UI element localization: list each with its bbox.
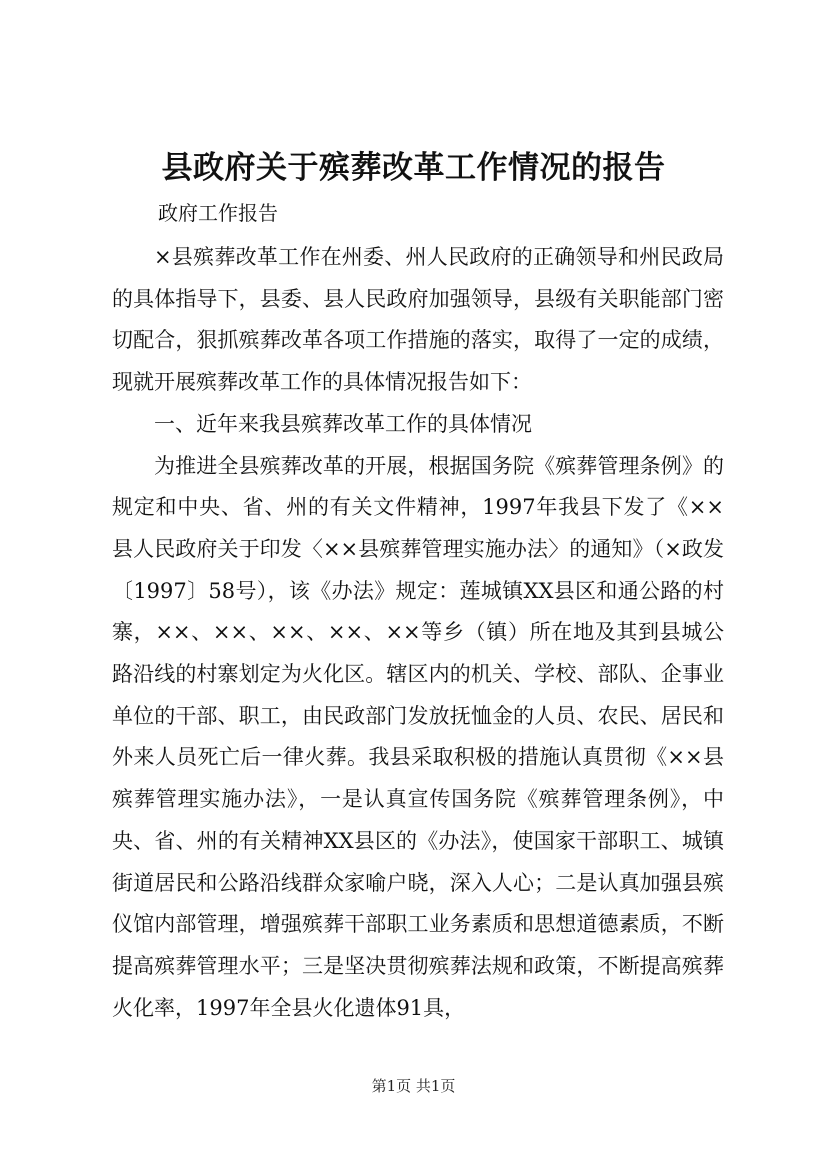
document-body bbox=[112, 237, 724, 1029]
document-title: 县政府关于殡葬改革工作情况的报告 bbox=[161, 150, 666, 186]
page-footer: 第1页 共1页 bbox=[371, 1077, 456, 1095]
section-paragraph: 为推进全县殡葬改革的开展，根据国务院《殡葬管理条例》的规定和中央、省、州的有关文件精神，1997年我县下发了《××县人民政府关于印发〈××县殡葬管理实施办法〉的通知》（×政发〔1997〕58号），该《办法》规定：莲城镇XX县区和通公路的村寨，××、××、××、××、××等乡（镇）所在地及其到县城公路沿线的村寨划定为火化区。辖区内的机关、学校、部队、企事业单位的干部、职工，由民政部门发放抚恤金的人员、农民、居民和外来人员死亡后一律火葬。我县采取积极的措施认真贯彻《××县殡葬管理实施办法》，一是认真宣传国务院《殡葬管理条例》，中央、省、州的有关精神XX县区的《办法》，使国家干部职工、城镇街道居民和公路沿线群众家喻户晓，深入人心；二是认真加强县殡仪馆内部管理，增强殡葬干部职工业务素质和思想道德素质，不断提高殡葬管理水平；三是坚决贯彻殡葬法规和政策，不断提高殡葬火化率，1997年全县火化遗体91具， bbox=[112, 453, 724, 1020]
section-heading: 一、近年来我县殡葬改革工作的具体情况 bbox=[154, 411, 532, 436]
document-subtitle: 政府工作报告 bbox=[158, 201, 278, 225]
intro-paragraph: ×县殡葬改革工作在州委、州人民政府的正确领导和州民政局的具体指导下，县委、县人民政府加强领导，县级有关职能部门密切配合，狠抓殡葬改革各项工作措施的落实，取得了一定的成绩，现就开展殡葬改革工作的具体情况报告如下： bbox=[112, 245, 724, 395]
